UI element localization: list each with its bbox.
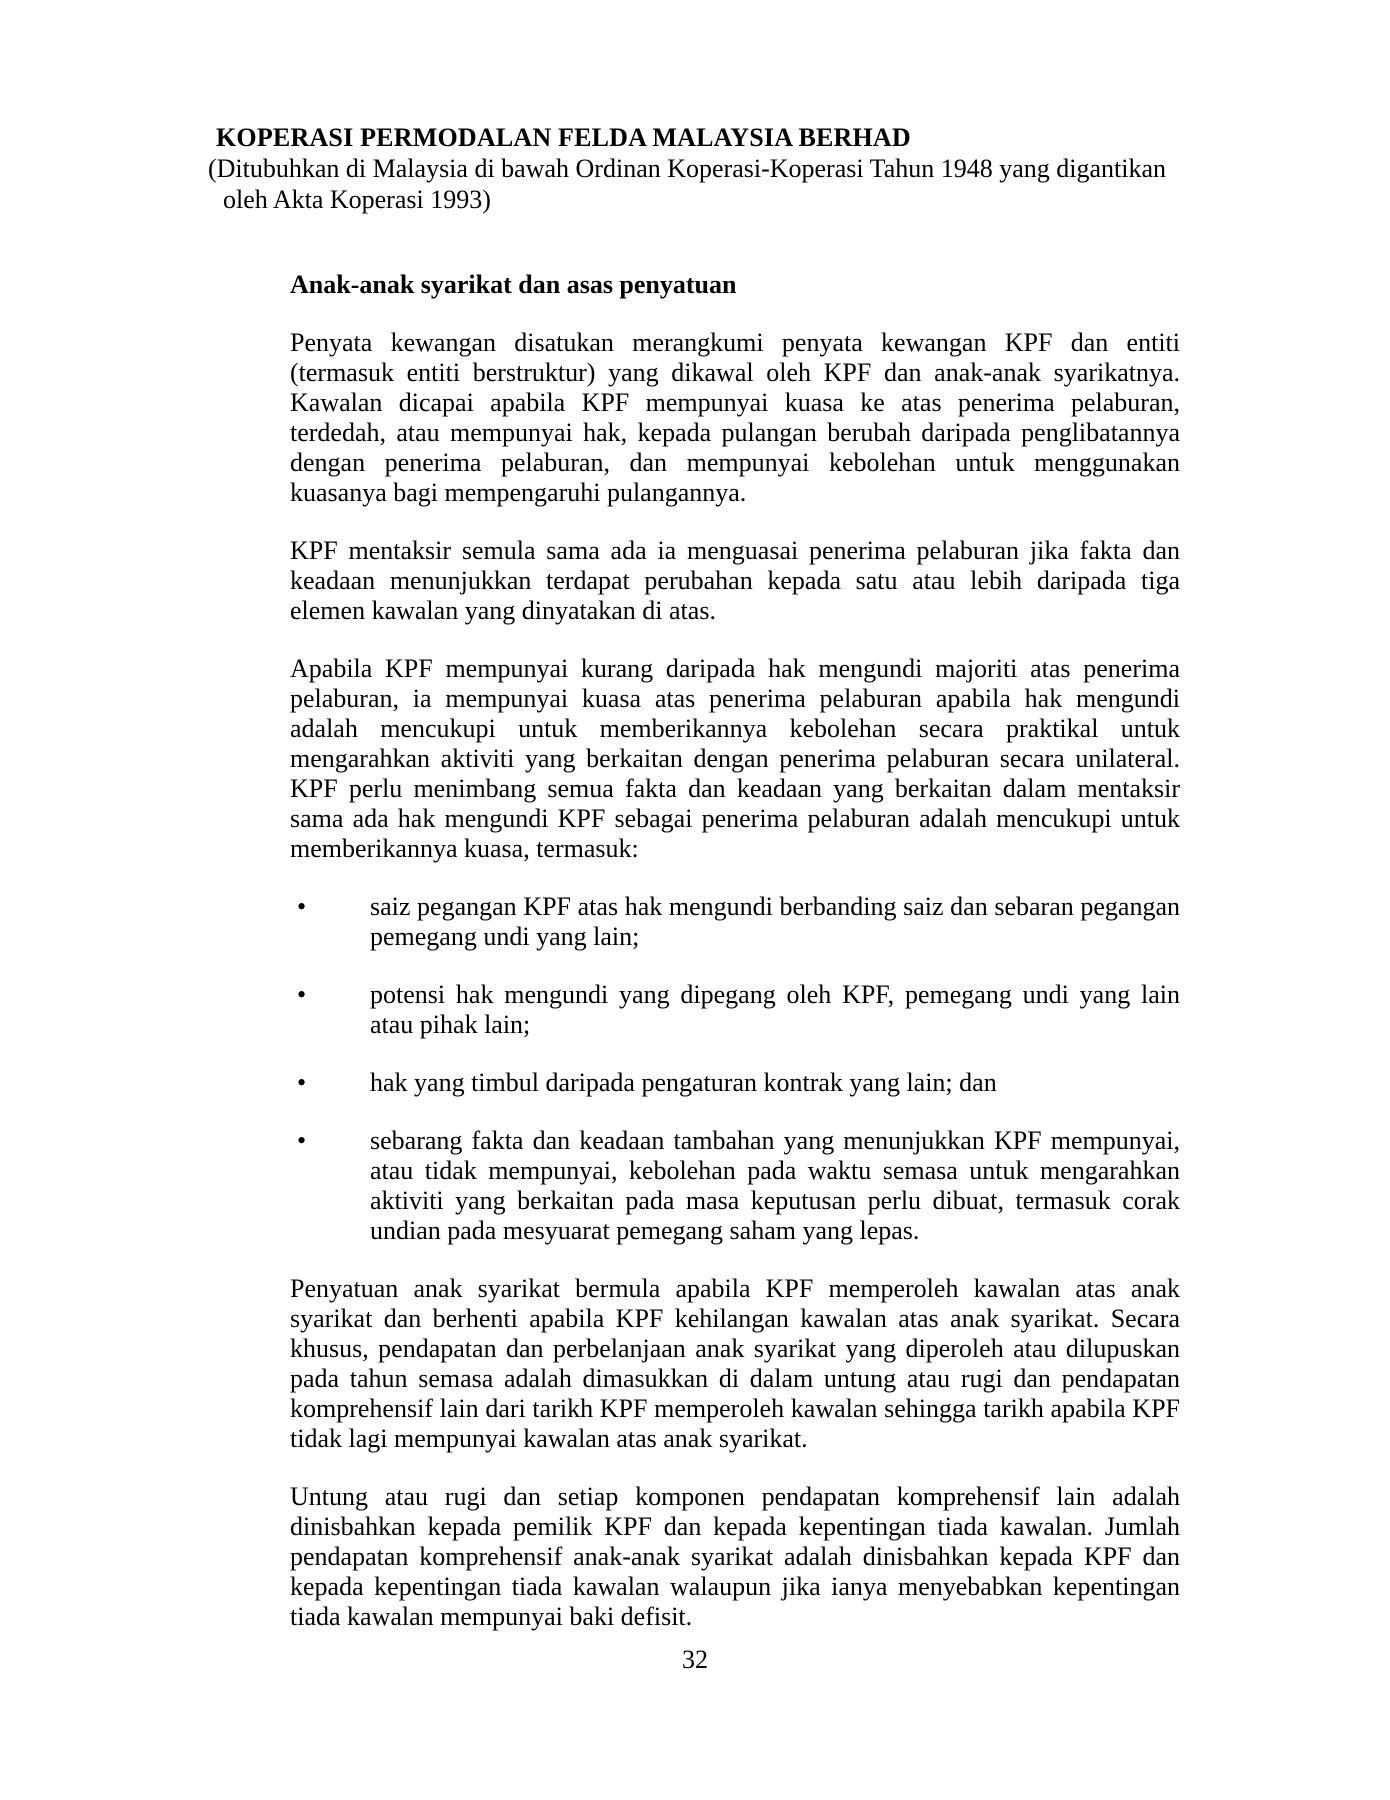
consideration-list [290, 892, 1180, 1246]
registration-note-line-2: oleh Akta Koperasi 1993) [223, 185, 491, 214]
bullet-icon: • [297, 980, 307, 1009]
paragraph-consolidation-scope: Penyata kewangan disatukan merangkumi penyata kewangan KPF dan entiti (termasuk entiti berstruktur) yang dikawal oleh KPF dan anak-anak syarikatnya. Kawalan dicapai apabila KPF mempunyai kuasa ke atas penerima pelaburan, terdedah, atau mempunyai hak, kepada pulangan berubah daripada penglibatannya dengan penerima pelaburan, dan mempunyai kebolehan untuk menggunakan kuasanya bagi mempengaruhi pulangannya. [290, 328, 1180, 507]
registration-note-line-1: (Ditubuhkan di Malaysia di bawah Ordinan Koperasi-Koperasi Tahun 1948 yang digantikan [208, 154, 1167, 183]
page-number: 32 [682, 1645, 708, 1674]
list-item [290, 892, 1180, 952]
section-heading: Anak-anak syarikat dan asas penyatuan [290, 270, 737, 299]
paragraph-profit-attribution: Untung atau rugi dan setiap komponen pendapatan komprehensif lain adalah dinisbahkan kepada pemilik KPF dan kepada kepentingan tiada kawalan. Jumlah pendapatan komprehensif anak-anak syarikat adalah dinisbahkan kepada KPF dan kepada kepentingan tiada kawalan walaupun jika ianya menyebabkan kepentingan tiada kawalan mempunyai baki defisit. [290, 1482, 1180, 1631]
list-item [290, 1126, 1180, 1246]
bullet-icon: • [297, 892, 307, 921]
paragraph-consolidation-period: Penyatuan anak syarikat bermula apabila KPF memperoleh kawalan atas anak syarikat dan berhenti apabila KPF kehilangan kawalan atas anak syarikat. Secara khusus, pendapatan dan perbelanjaan anak syarikat yang diperoleh atau dilupuskan pada tahun semasa adalah dimasukkan di dalam untung atau rugi dan pendapatan komprehensif lain dari tarikh KPF memperoleh kawalan sehingga tarikh apabila KPF tidak lagi mempunyai kawalan atas anak syarikat. [290, 1274, 1180, 1453]
document-footer [0, 1645, 1390, 1675]
paragraph-reassessment: KPF mentaksir semula sama ada ia menguasai penerima pelaburan jika fakta dan keadaan menunjukkan terdapat perubahan kepada satu atau lebih daripada tiga elemen kawalan yang dinyatakan di atas. [290, 536, 1180, 625]
bullet-item-text: sebarang fakta dan keadaan tambahan yang menunjukkan KPF mempunyai, atau tidak mempunyai, kebolehan pada waktu semasa untuk mengarahkan aktiviti yang berkaitan pada masa keputusan perlu dibuat, termasuk corak undian pada mesyuarat pemegang saham yang lepas. [370, 1126, 1180, 1245]
document-header [208, 122, 1188, 215]
bullet-icon: • [297, 1068, 307, 1097]
paragraph-voting-rights: Apabila KPF mempunyai kurang daripada hak mengundi majoriti atas penerima pelaburan, ia mempunyai kuasa atas penerima pelaburan apabila hak mengundi adalah mencukupi untuk memberikannya kebolehan secara praktikal untuk mengarahkan aktiviti yang berkaitan dengan penerima pelaburan secara unilateral. KPF perlu menimbang semua fakta dan keadaan yang berkaitan dalam mentaksir sama ada hak mengundi KPF sebagai penerima pelaburan adalah mencukupi untuk memberikannya kuasa, termasuk: [290, 654, 1180, 863]
organization-name: KOPERASI PERMODALAN FELDA MALAYSIA BERHAD [216, 123, 911, 152]
bullet-item-text: saiz pegangan KPF atas hak mengundi berbanding saiz dan sebaran pegangan pemegang undi yang lain; [370, 892, 1180, 951]
bullet-item-text: hak yang timbul daripada pengaturan kontrak yang lain; dan [370, 1068, 997, 1097]
list-item [290, 980, 1180, 1040]
list-item [290, 1068, 1180, 1098]
document-body [290, 270, 1180, 1660]
bullet-icon: • [297, 1126, 307, 1155]
bullet-item-text: potensi hak mengundi yang dipegang oleh KPF, pemegang undi yang lain atau pihak lain; [370, 980, 1180, 1039]
